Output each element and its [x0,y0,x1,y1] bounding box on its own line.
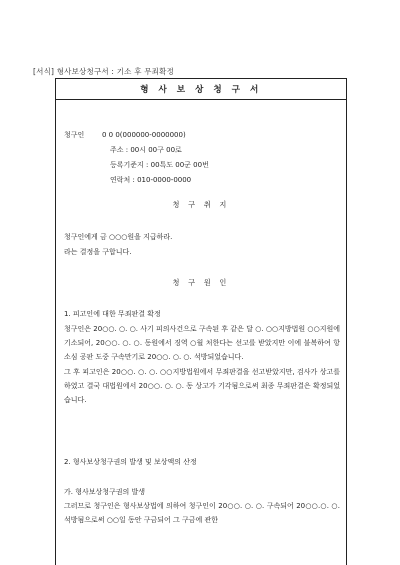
claimant-registered-base: 등록기준지 : 00특도 00군 00번 [110,161,209,169]
section-1-paragraph: 청구인은 20○○. ○. ○. 사기 피의사건으로 구속된 후 같은 달 ○. ○○지방법원 ○○지원에 기소되어, 20○○. ○. ○. 동원에서 징역 ○월 처한다는 선고를 받았지만 이에 불복하여 항소심 공판 도중 구속만기로 20○○. ○. ○. 석방되었습니다. [64,325,340,362]
purpose-heading: 청 구 취 지 [172,200,230,209]
section-2a-body [64,499,340,527]
purpose-line-1: 청구인에게 금 ○○○원을 지급하라. [64,233,173,241]
section-2-title: 2. 형사보상청구권의 발생 및 보상액의 산정 [64,458,197,466]
document-frame [55,78,347,565]
section-1-paragraph: 그 후 피고인은 20○○. ○. ○. ○○지방법원에서 무죄판결을 선고받았지만, 검사가 상고를 하였고 결국 대법원에서 20○○. ○. ○. 동 상고가 기각됨으로써 최종 무죄판결은 확정되었습니다. [64,367,340,405]
purpose-line-2: 라는 결정을 구합니다. [64,248,132,256]
section-1-body [64,322,340,407]
claimant-address: 주소 : 00시 00구 00로 [110,146,182,154]
section-2a-title: 가. 형사보상청구권의 발생 [64,488,146,496]
claimant-label: 청구인 [64,131,85,139]
form-caption: [서식] 형사보상청구서 : 기소 후 무죄확정 [33,67,175,76]
document-title: 형 사 보 상 청 구 서 [56,79,346,100]
section-2a-paragraph: 그러므로 청구인은 형사보상법에 의하여 청구인이 20○○. ○. ○. 구속되어 20○○.○. ○. 석방됨으로써 ○○일 동안 구금되어 그 구금에 관한 [64,502,340,525]
cause-heading: 청 구 원 인 [172,278,230,287]
claimant-contact: 연락처 : 010-0000-0000 [110,176,192,184]
section-1-title: 1. 피고인에 대한 무죄판결 확정 [64,310,161,318]
claimant-name: 0 0 0(000000-0000000) [102,131,186,139]
